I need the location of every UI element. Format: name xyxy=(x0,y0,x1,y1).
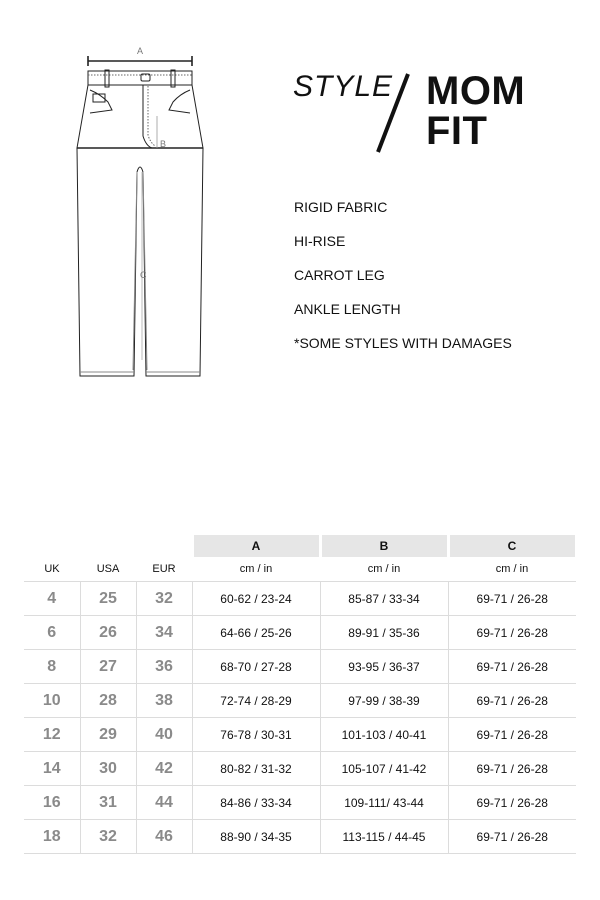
uk-size-cell: 16 xyxy=(24,786,80,820)
uk-size-cell: 10 xyxy=(24,684,80,718)
eur-size-cell: 44 xyxy=(136,786,192,820)
measure-b-cell: 101-103 / 40-41 xyxy=(320,718,448,752)
measure-c-cell: 69-71 / 26-28 xyxy=(448,786,576,820)
usa-size-cell: 28 xyxy=(80,684,136,718)
uk-size-cell: 14 xyxy=(24,752,80,786)
column-header-eur: EUR xyxy=(136,557,192,582)
feature-list xyxy=(294,199,512,369)
table-row xyxy=(24,820,576,854)
eur-size-cell: 36 xyxy=(136,650,192,684)
measure-a-cell: 88-90 / 34-35 xyxy=(192,820,320,854)
measure-a-cell: 68-70 / 27-28 xyxy=(192,650,320,684)
measure-header-b: B xyxy=(320,535,448,557)
eur-size-cell: 42 xyxy=(136,752,192,786)
dimension-label-c: C xyxy=(140,270,147,280)
table-row xyxy=(24,582,576,616)
feature-item: ANKLE LENGTH xyxy=(294,301,401,317)
uk-size-cell: 12 xyxy=(24,718,80,752)
fit-name xyxy=(426,71,525,151)
column-header-usa: USA xyxy=(80,557,136,582)
measure-a-cell: 80-82 / 31-32 xyxy=(192,752,320,786)
uk-size-cell: 8 xyxy=(24,650,80,684)
measure-b-cell: 105-107 / 41-42 xyxy=(320,752,448,786)
measure-c-cell: 69-71 / 26-28 xyxy=(448,752,576,786)
uk-size-cell: 18 xyxy=(24,820,80,854)
unit-label: cm / in xyxy=(320,557,448,582)
usa-size-cell: 25 xyxy=(80,582,136,616)
column-header-row xyxy=(24,557,576,582)
dimension-label-a: A xyxy=(136,46,144,56)
jeans-technical-drawing xyxy=(60,40,230,385)
measure-c-cell: 69-71 / 26-28 xyxy=(448,718,576,752)
usa-size-cell: 32 xyxy=(80,820,136,854)
uk-size-cell: 6 xyxy=(24,616,80,650)
unit-label: cm / in xyxy=(448,557,576,582)
unit-label: cm / in xyxy=(192,557,320,582)
table-row xyxy=(24,684,576,718)
measure-a-cell: 76-78 / 30-31 xyxy=(192,718,320,752)
column-header-uk: UK xyxy=(24,557,80,582)
eur-size-cell: 38 xyxy=(136,684,192,718)
feature-item: RIGID FABRIC xyxy=(294,199,388,215)
measure-b-cell: 89-91 / 35-36 xyxy=(320,616,448,650)
usa-size-cell: 27 xyxy=(80,650,136,684)
usa-size-cell: 31 xyxy=(80,786,136,820)
measure-b-cell: 93-95 / 36-37 xyxy=(320,650,448,684)
style-heading: STYLE xyxy=(293,70,394,103)
measure-b-cell: 109-111/ 43-44 xyxy=(320,786,448,820)
table-row xyxy=(24,616,576,650)
measure-header-c: C xyxy=(448,535,576,557)
measure-a-cell: 64-66 / 25-26 xyxy=(192,616,320,650)
measure-c-cell: 69-71 / 26-28 xyxy=(448,582,576,616)
measure-b-cell: 85-87 / 33-34 xyxy=(320,582,448,616)
eur-size-cell: 34 xyxy=(136,616,192,650)
measure-c-cell: 69-71 / 26-28 xyxy=(448,650,576,684)
table-row xyxy=(24,718,576,752)
size-chart-table xyxy=(24,535,578,854)
eur-size-cell: 40 xyxy=(136,718,192,752)
dimension-label-b: B xyxy=(160,139,167,149)
fit-name-line-1: MOM xyxy=(426,69,526,113)
measure-a-cell: 84-86 / 33-34 xyxy=(192,786,320,820)
measure-a-cell: 60-62 / 23-24 xyxy=(192,582,320,616)
measure-a-cell: 72-74 / 28-29 xyxy=(192,684,320,718)
feature-item: *SOME STYLES WITH DAMAGES xyxy=(294,335,512,351)
table-row xyxy=(24,786,576,820)
measure-b-cell: 113-115 / 44-45 xyxy=(320,820,448,854)
usa-size-cell: 26 xyxy=(80,616,136,650)
measure-c-cell: 69-71 / 26-28 xyxy=(448,684,576,718)
uk-size-cell: 4 xyxy=(24,582,80,616)
eur-size-cell: 32 xyxy=(136,582,192,616)
measure-header-a: A xyxy=(192,535,320,557)
feature-item: CARROT LEG xyxy=(294,267,385,283)
measure-header-row xyxy=(24,535,576,557)
usa-size-cell: 29 xyxy=(80,718,136,752)
fit-name-line-2: FIT xyxy=(426,109,488,153)
eur-size-cell: 46 xyxy=(136,820,192,854)
slash-divider xyxy=(372,70,412,160)
table-row xyxy=(24,650,576,684)
feature-item: HI-RISE xyxy=(294,233,346,249)
table-row xyxy=(24,752,576,786)
measure-c-cell: 69-71 / 26-28 xyxy=(448,820,576,854)
measure-b-cell: 97-99 / 38-39 xyxy=(320,684,448,718)
measure-c-cell: 69-71 / 26-28 xyxy=(448,616,576,650)
usa-size-cell: 30 xyxy=(80,752,136,786)
